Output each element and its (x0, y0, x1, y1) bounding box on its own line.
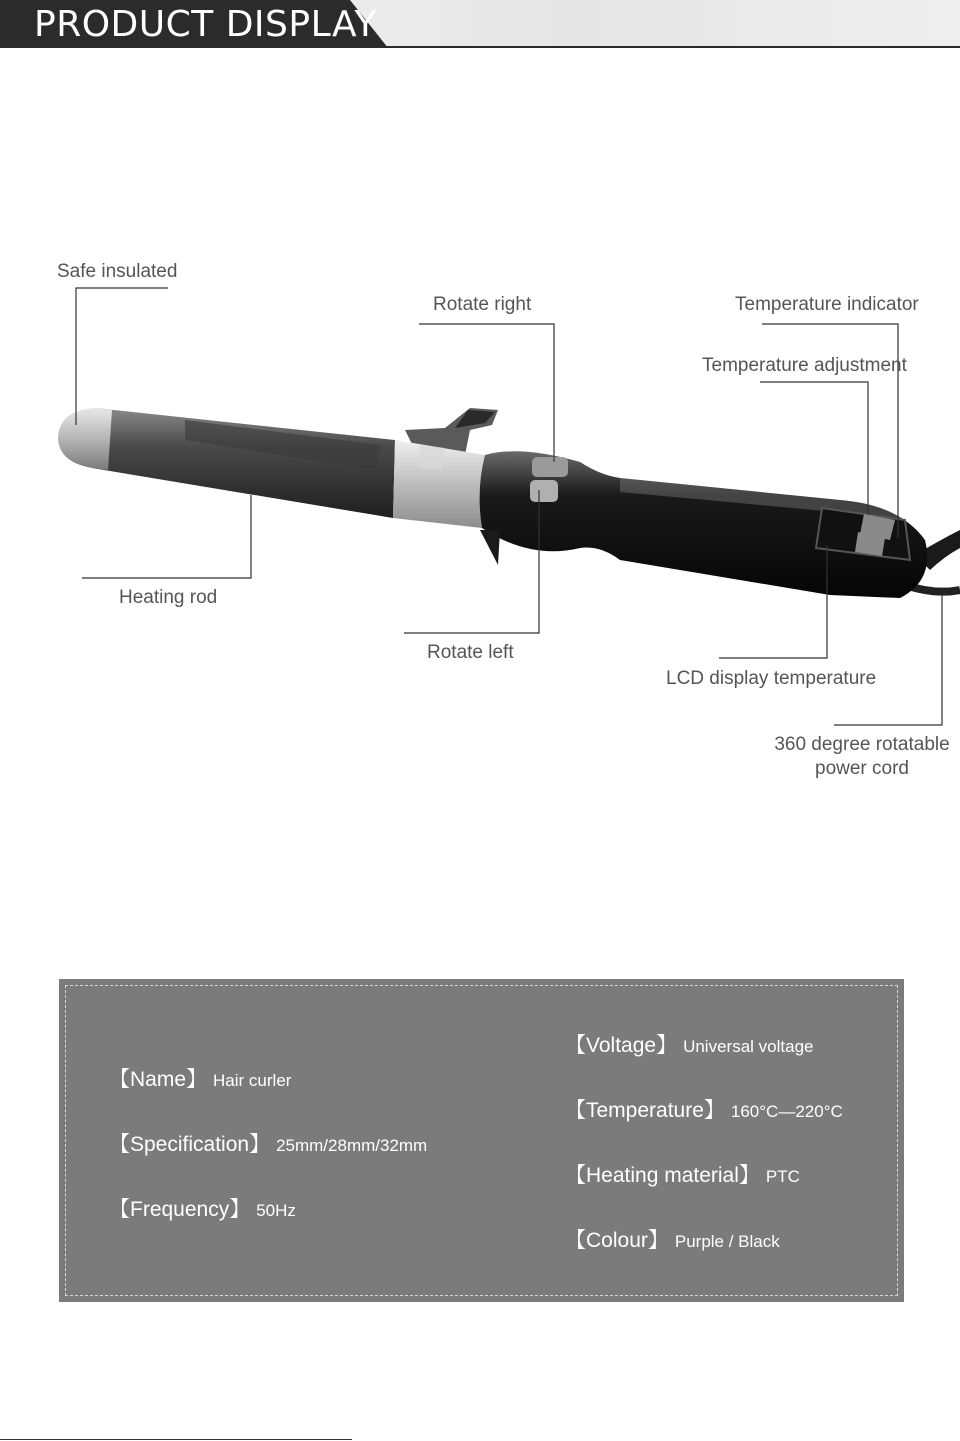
spec-voltage-label: 【Voltage】 (565, 1034, 678, 1057)
spec-specification-label: 【Specification】 (109, 1133, 271, 1156)
label-heating-rod: Heating rod (119, 587, 218, 608)
spec-heating-material (565, 1159, 800, 1189)
label-lcd-display: LCD display temperature (666, 668, 877, 689)
spec-frequency (109, 1193, 296, 1223)
spec-name-value: Hair curler (213, 1071, 292, 1090)
spec-heating-material-label: 【Heating material】 (565, 1164, 760, 1187)
bottom-divider (0, 1439, 352, 1440)
spec-name-label: 【Name】 (109, 1068, 208, 1091)
spec-colour (565, 1224, 780, 1254)
label-rotate-right: Rotate right (433, 294, 532, 315)
rotate-right-btn (532, 457, 568, 477)
spec-temperature-label: 【Temperature】 (565, 1099, 725, 1122)
spec-specification-value: 25mm/28mm/32mm (276, 1136, 428, 1155)
label-power-cord (757, 733, 960, 781)
label-temperature-indicator: Temperature indicator (735, 294, 919, 315)
stand-hook (480, 530, 500, 565)
spec-box (59, 979, 904, 1302)
rotate-left-btn (530, 480, 558, 502)
spec-name (109, 1063, 291, 1093)
label-power-cord-line1: 360 degree rotatable (774, 734, 950, 755)
spec-heating-material-value: PTC (765, 1167, 800, 1186)
spec-voltage (565, 1029, 813, 1059)
spec-frequency-value: 50Hz (256, 1201, 296, 1220)
label-temperature-adjustment: Temperature adjustment (702, 355, 907, 376)
spec-specification (109, 1128, 427, 1158)
label-power-cord-line2: power cord (815, 758, 909, 779)
spec-temperature (565, 1094, 843, 1124)
spec-temperature-value: 160°C—220°C (730, 1102, 843, 1121)
label-rotate-left: Rotate left (427, 642, 514, 663)
spec-frequency-label: 【Frequency】 (109, 1198, 251, 1221)
spec-colour-label: 【Colour】 (565, 1229, 669, 1252)
spec-voltage-value: Universal voltage (683, 1037, 814, 1056)
insulated-tip (58, 408, 112, 470)
page-title: PRODUCT DISPLAY (34, 4, 377, 45)
spec-colour-value: Purple / Black (674, 1232, 780, 1251)
label-safe-insulated: Safe insulated (57, 261, 178, 282)
